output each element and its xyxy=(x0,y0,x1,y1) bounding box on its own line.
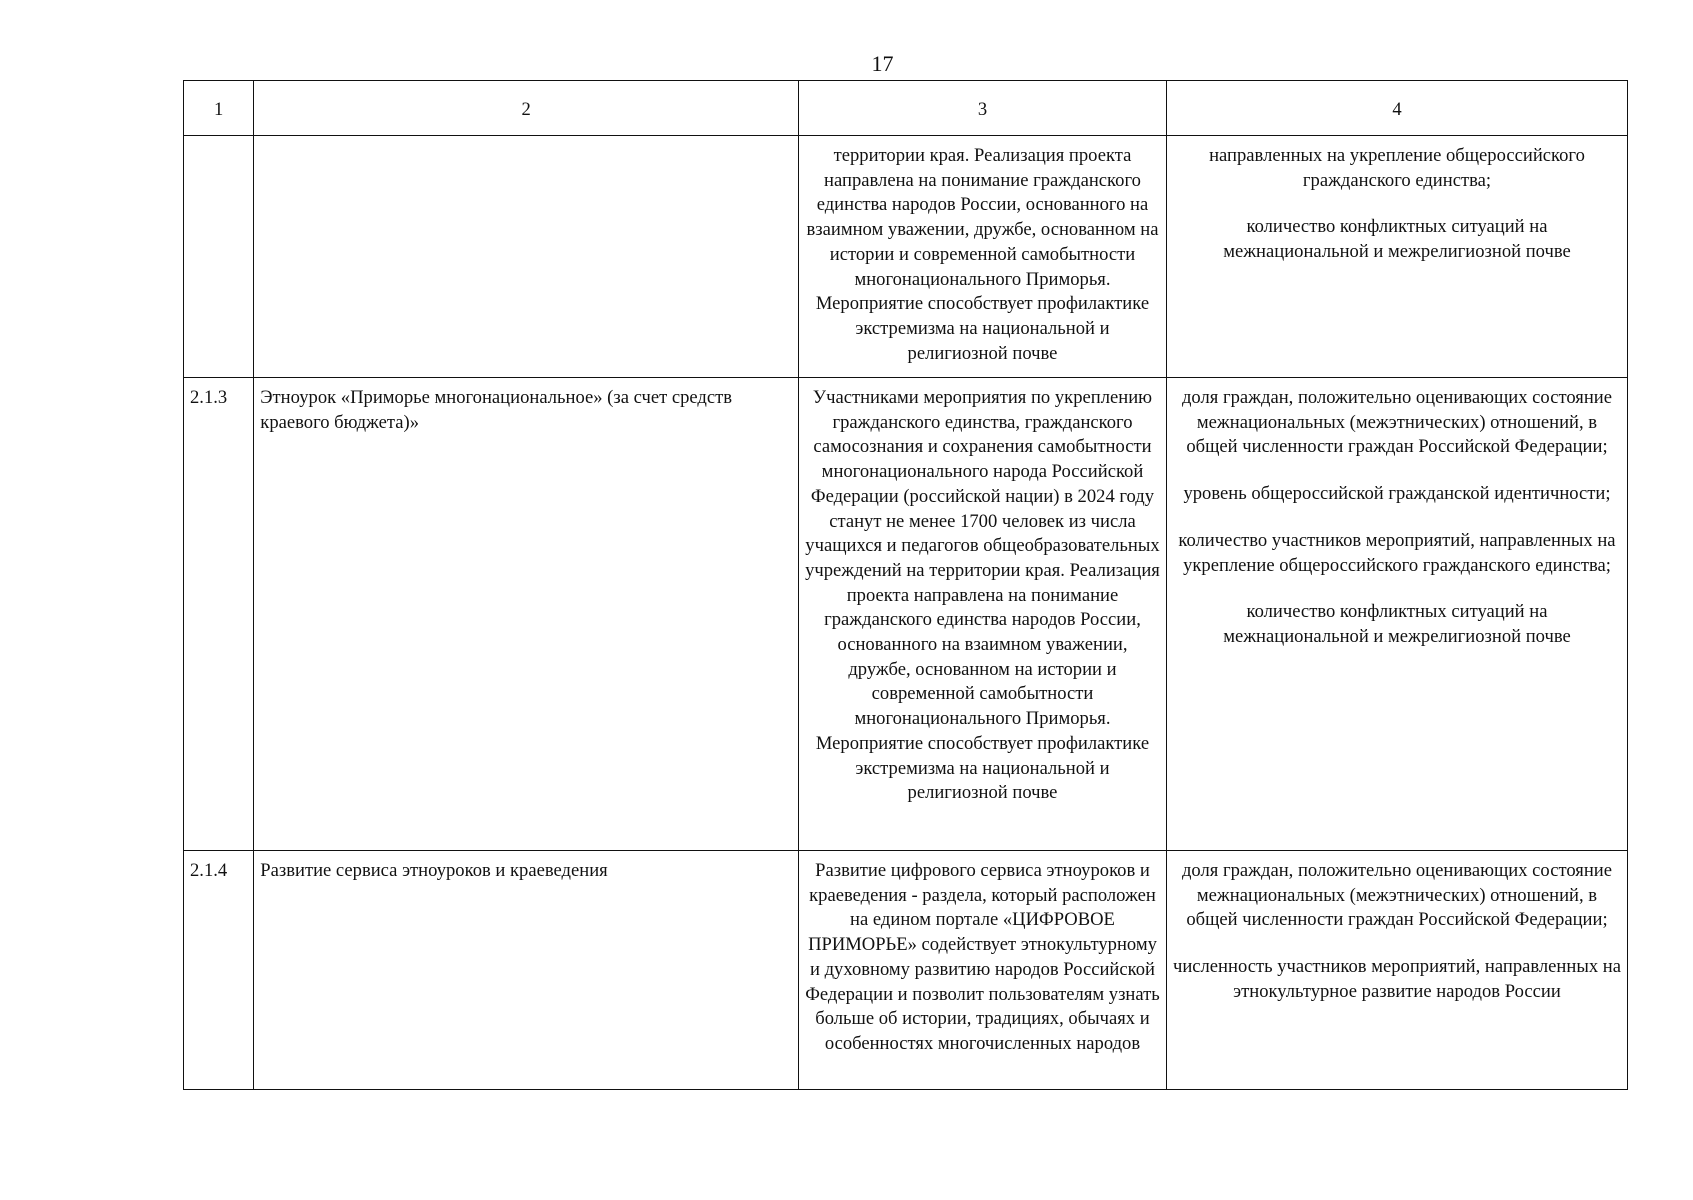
indicator-text: количество конфликтных ситуаций на межнациональной и межрелигиозной почве xyxy=(1223,216,1571,263)
column-header-3: 3 xyxy=(799,81,1167,136)
row-number: 2.1.4 xyxy=(184,851,254,1090)
table-row xyxy=(184,851,1628,1090)
row-number: 2.1.3 xyxy=(184,378,254,851)
indicators-cell xyxy=(1166,851,1627,1090)
indicator-text: численность участников мероприятий, направленных на этнокультурное развитие народов России xyxy=(1172,956,1621,1002)
activity-description: Участниками мероприятия по укреплению гражданского единства, гражданского самосознания и сохранения самобытности многонационального народа Российской Федерации (российской нации) в 2024 году станут не менее 1700 человек из числа учащихся и педагогов общеобразовательных учреждений на территории края. Реализация проекта направлена на понимание гражданского единства народов России, основанного на взаимном уважении, дружбе, основанном на истории и современной самобытности многонационального Приморья. Мероприятие способствует профилактике экстремизма на национальной и религиозной почве xyxy=(799,378,1167,851)
activity-name: Развитие сервиса этноуроков и краеведения xyxy=(254,851,799,1090)
indicator-text: количество конфликтных ситуаций на межнациональной и межрелигиозной почве xyxy=(1223,601,1571,647)
page-number: 17 xyxy=(871,51,894,76)
activity-name xyxy=(254,136,799,378)
column-header-1: 1 xyxy=(184,81,254,136)
column-header-2: 2 xyxy=(254,81,799,136)
column-header-4: 4 xyxy=(1166,81,1627,136)
indicators-cell xyxy=(1166,378,1627,851)
indicator-text: количество участников мероприятий, направленных на укрепление общероссийского гражданского единства; xyxy=(1178,529,1616,576)
activity-name: Этноурок «Приморье многонациональное» (за счет средств краевого бюджета)» xyxy=(254,378,799,851)
table-row xyxy=(184,378,1628,851)
indicator-text: направленных на укрепление общероссийского гражданского единства; xyxy=(1209,145,1585,191)
program-table xyxy=(183,80,1628,1090)
table-header-row xyxy=(184,81,1628,136)
indicator-text: доля граждан, положительно оценивающих состояние межнациональных (межэтнических) отношений, в общей численности граждан Российской Федерации; xyxy=(1181,387,1612,458)
indicator-text: уровень общероссийской гражданской идентичности; xyxy=(1183,483,1611,505)
activity-description: Развитие цифрового сервиса этноуроков и краеведения - раздела, который расположен на едином портале «ЦИФРОВОЕ ПРИМОРЬЕ» содействует этнокультурному и духовному развитию народов Российской Федерации и позволит пользователям узнать больше об истории, традициях, обычаях и особенностях многочисленных народов xyxy=(799,851,1167,1090)
row-number xyxy=(184,136,254,378)
indicators-cell xyxy=(1166,136,1627,378)
indicator-text: доля граждан, положительно оценивающих состояние межнациональных (межэтнических) отношений, в общей численности граждан Российской Федерации; xyxy=(1181,860,1612,931)
table-row xyxy=(184,136,1628,378)
activity-description: территории края. Реализация проекта направлена на понимание гражданского единства народов России, основанного на взаимном уважении, дружбе, основанном на истории и современной самобытности многонационального Приморья. Мероприятие способствует профилактике экстремизма на национальной и религиозной почве xyxy=(799,136,1167,378)
